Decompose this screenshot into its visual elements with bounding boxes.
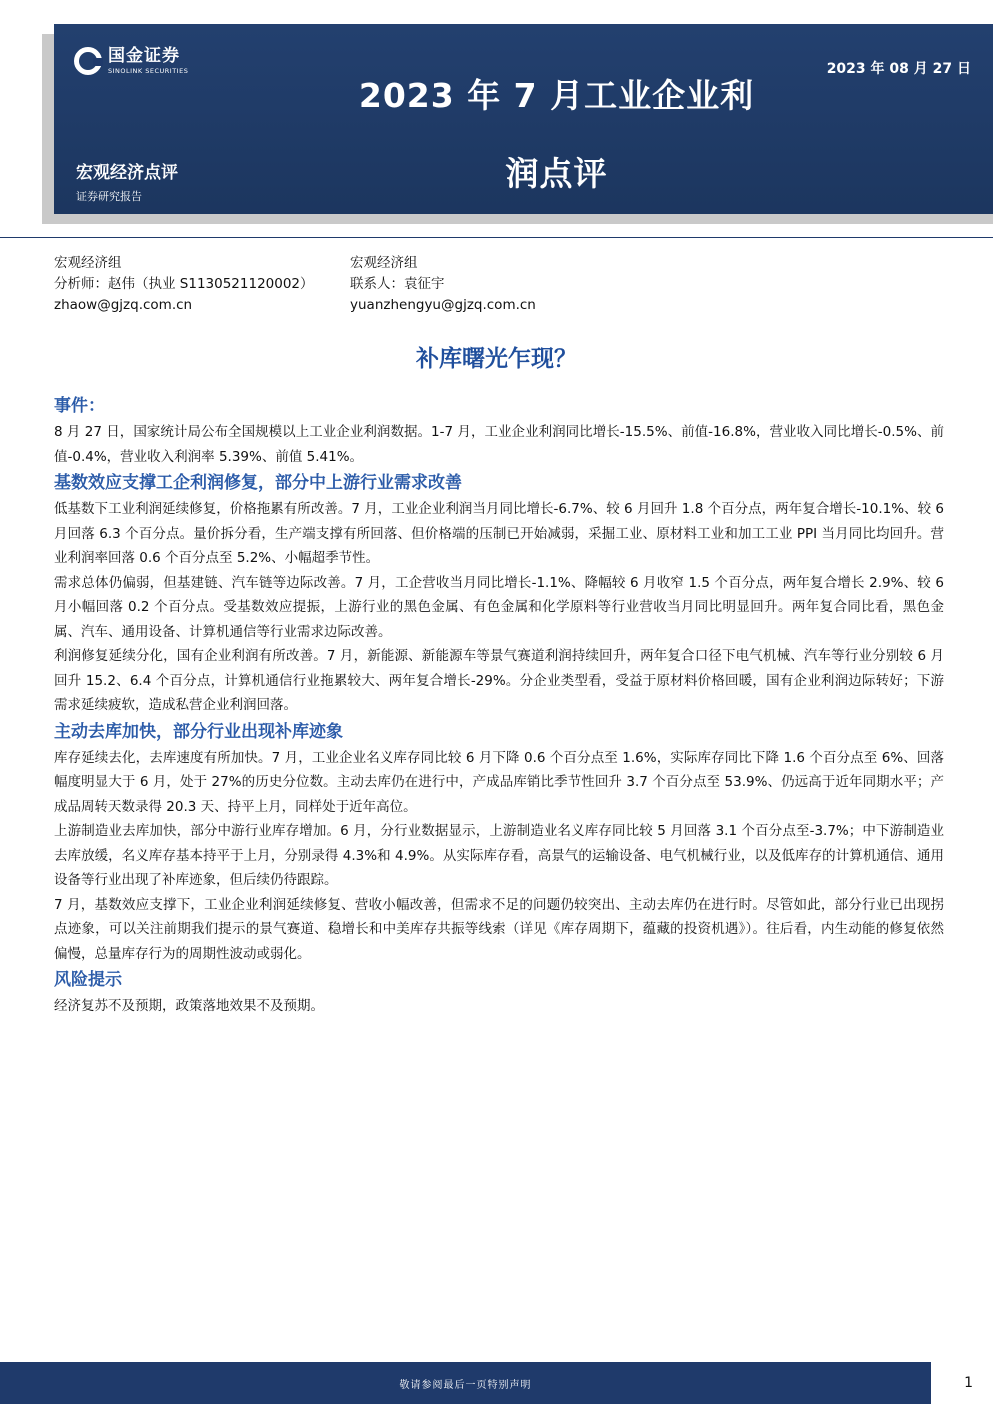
contact-name: 联系人：袁征宇 [350,276,445,292]
section-heading-event: 事件： [54,396,105,416]
report-subcategory: 证券研究报告 [76,190,142,203]
paragraph: 低基数下工业利润延续修复，价格拖累有所改善。7 月，工业企业利润当月同比增长-6.7%、较 6 月回升 1.8 个百分点，两年复合增长-10.1%、较 6 月回落 6.3 个百分点。量价拆分看，生产端支撑有所回落、但价格端的压制已开始减弱，采掘工业、原材料工业和加工工业 PPI 当月同比均回升。营业利润率回落 0.6 个百分点至 5.2%、小幅超季节性。 [54,501,944,566]
header-divider [0,237,993,238]
contact-group: 宏观经济组 [350,255,418,271]
logo-chinese-name: 国金证券 [108,45,180,66]
section-heading-risk: 风险提示 [54,970,122,990]
section-heading-profit: 基数效应支撑工企利润修复，部分中上游行业需求改善 [54,473,462,493]
report-title-line-2: 润点评 [505,154,608,193]
report-title-line-1: 2023 年 7 月工业企业利 [358,76,755,115]
paragraph: 8 月 27 日，国家统计局公布全国规模以上工业企业利润数据。1-7 月，工业企业利润同比增长-15.5%、前值-16.8%，营业收入同比增长-0.5%、前值-0.4%，营业收入利润率 5.39%、前值 5.41%。 [54,424,944,465]
footer-disclaimer[interactable]: 敬请参阅最后一页特别声明 [399,1380,532,1391]
paragraph: 库存延续去化，去库速度有所加快。7 月，工业企业名义库存同比较 6 月下降 0.6 个百分点至 1.6%，实际库存同比下降 1.6 个百分点至 6%、回落幅度明显大于 6 月，处于 27%的历史分位数。主动去库仍在进行中，产成品库销比季节性回升 3.7 个百分点至 53.9%、仍远高于近年同期水平；产成品周转天数录得 20.3 天、持平上月，同样处于近年高位。 [54,749,944,815]
paragraph: 上游制造业去库加快，部分中游行业库存增加。6 月，分行业数据显示，上游制造业名义库存同比较 5 月回落 3.1 个百分点至-3.7%；中下游制造业去库放缓，名义库存基本持平于上月，分别录得 4.3%和 4.9%。从实际库存看，高景气的运输设备、电气机械行业，以及低库存的计算机通信、通用设备等行业出现了补库迹象，但后续仍待跟踪。 [54,823,944,888]
analyst-block-left [54,253,314,316]
paragraph: 需求总体仍偏弱，但基建链、汽车链等边际改善。7 月，工企营收当月同比增长-1.1%、降幅较 6 月收窄 1.5 个百分点，两年复合增长 2.9%、较 6 月小幅回落 0.2 个百分点。受基数效应提振，上游行业的黑色金属、有色金属和化学原料等行业营收当月同比明显回升。两年复合同比看，黑色金属、汽车、通用设备、计算机通信等行业需求边际改善。 [54,574,944,640]
analyst-name: 分析师：赵伟（执业 S1130521120002） [54,276,314,292]
paragraph: 7 月，基数效应支撑下，工业企业利润延续修复、营收小幅改善，但需求不足的问题仍较突出、主动去库仍在进行时。尽管如此，部分行业已出现拐点迹象，可以关注前期我们提示的景气赛道、稳增长和中美库存共振等线索（详见《库存周期下，蕴藏的投资机遇》）。往后看，内生动能的修复依然偏慢，总量库存行为的周期性波动或弱化。 [54,896,944,962]
paragraph: 利润修复延续分化，国有企业利润有所改善。7 月，新能源、新能源车等景气赛道利润持续回升，两年复合口径下电气机械、汽车等行业分别较 6 月回升 15.2、6.4 个百分点，计算机通信行业拖累较大、两年复合增长-29%。分企业类型看，受益于原材料价格回暖，国有企业利润边际转好；下游需求延续疲软，造成私营企业利润回落。 [54,648,944,713]
paragraph: 经济复苏不及预期，政策落地效果不及预期。 [54,998,324,1014]
analyst-email[interactable]: zhaow@gjzq.com.cn [54,297,193,313]
page-number: 1 [964,1375,973,1391]
logo-english-name: SINOLINK SECURITIES [108,66,189,75]
report-category: 宏观经济点评 [76,163,178,183]
report-date: 2023 年 08 月 27 日 [826,61,971,77]
analyst-block-right [350,253,536,316]
section-heading-inventory: 主动去库加快，部分行业出现补库迹象 [54,721,343,742]
report-headline: 补库曙光乍现？ [416,346,577,372]
report-body [54,392,944,1019]
contact-email[interactable]: yuanzhengyu@gjzq.com.cn [350,297,536,313]
analyst-group: 宏观经济组 [54,255,122,271]
